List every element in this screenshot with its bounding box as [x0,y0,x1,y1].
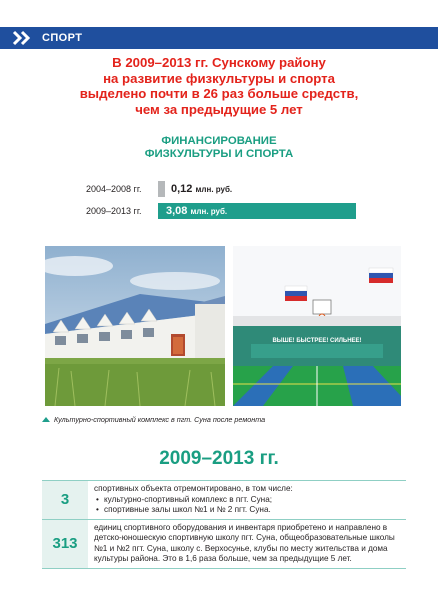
funding-unit: млн. руб. [190,207,228,216]
double-chevron-icon [6,27,40,49]
funding-unit: млн. руб. [195,185,233,194]
financing-title: ФИНАНСИРОВАНИЕ ФИЗКУЛЬТУРЫ И СПОРТА [144,135,294,160]
stat-number: 3 [42,481,88,519]
gym-photo [233,246,401,406]
funding-amount: 3,08 [166,205,188,217]
sports-complex-photo [45,246,225,406]
russian-flag-icon [369,268,393,283]
financing-row-2009 [0,203,438,219]
period-label: 2004–2008 гг. [86,184,142,194]
funding-amount: 0,12 [171,183,193,195]
section-header [0,27,438,49]
stat-number: 313 [42,520,88,568]
financing-row-2004 [0,181,438,197]
funding-value [166,203,227,220]
section-title: СПОРТ [42,32,83,44]
photo-caption-text: Культурно-спортивный комплекс в пгт. Суна после ремонта [54,415,266,424]
russian-flag-icon [285,286,307,301]
list-item: • спортивные залы школ №1 и № 2 пгт. Суна. [94,505,402,516]
period-title: 2009–2013 гг. [159,448,279,469]
list-item: • культурно-спортивный комплекс в пгт. Суна; [94,495,402,506]
headline: В 2009–2013 гг. Сунскому району на развитие физкультуры и спорта выделено почти в 26 раз больше средств, чем за предыдущие 5 лет [79,55,359,117]
stat-row [42,480,406,519]
stat-row [42,519,406,569]
stats-table [42,480,406,569]
photo-caption [42,415,265,424]
funding-bar-2004 [158,181,165,197]
funding-value [171,181,232,198]
triangle-marker-icon [42,417,50,422]
stat-description [88,520,406,568]
period-label: 2009–2013 гг. [86,206,142,216]
stat-text: спортивных объекта отремонтировано, в том числе: [94,484,293,493]
stat-text: единиц спортивного оборудования и инвентаря приобретено и направлено в детско-юношескую спортивную школу пгт. Суна, общеобразовательные школы №1 и №2 пгт. Суна, школу с. Верхосунье, клубы по месту жительства и дома культуры района. Это в 1,6 раза больше, чем за предыдущие 5 лет. [94,522,395,563]
stat-description [88,481,406,519]
stat-list [94,495,402,516]
gym-banner-text: ВЫШЕ! БЫСТРЕЕ! СИЛЬНЕЕ! [272,338,362,344]
